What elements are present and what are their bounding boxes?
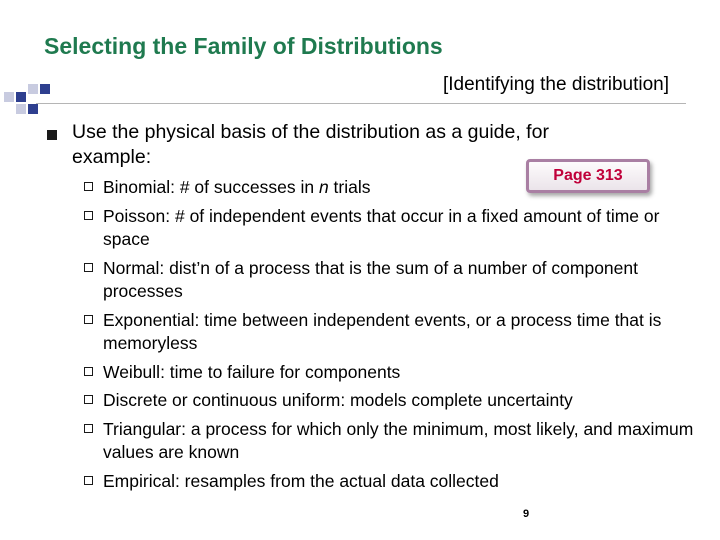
distribution-list xyxy=(84,176,694,498)
checkbox-bullet-icon xyxy=(84,315,93,324)
checkbox-bullet-icon xyxy=(84,211,93,220)
slide-subtitle: [Identifying the distribution] xyxy=(442,74,669,95)
checkbox-bullet-icon xyxy=(84,424,93,433)
title-divider xyxy=(36,103,686,104)
square-bullet-icon xyxy=(47,130,57,140)
slide-title: Selecting the Family of Distributions xyxy=(44,33,443,59)
list-item-uniform: Discrete or continuous uniform: models complete uncertainty xyxy=(84,389,694,413)
list-item-empirical: Empirical: resamples from the actual data collected xyxy=(84,470,694,494)
list-item-binomial: Binomial: # of successes in n trials xyxy=(84,176,694,200)
checkbox-bullet-icon xyxy=(84,182,93,191)
list-item-weibull: Weibull: time to failure for components xyxy=(84,361,694,385)
list-item-normal: Normal: dist’n of a process that is the sum of a number of component processes xyxy=(84,257,694,304)
checkbox-bullet-icon xyxy=(84,263,93,272)
checkbox-bullet-icon xyxy=(84,395,93,404)
checkbox-bullet-icon xyxy=(84,367,93,376)
list-item-poisson: Poisson: # of independent events that occur in a fixed amount of time or space xyxy=(84,205,694,252)
n-variable: n xyxy=(318,177,329,197)
page-number: 9 xyxy=(523,508,530,520)
page-reference-label: Page 313 xyxy=(553,167,623,184)
list-item-exponential: Exponential: time between independent events, or a process time that is memoryless xyxy=(84,309,694,356)
list-item-triangular: Triangular: a process for which only the minimum, most likely, and maximum values are known xyxy=(84,418,694,465)
checkbox-bullet-icon xyxy=(84,476,93,485)
main-bullet-text: Use the physical basis of the distribution as a guide, for example: xyxy=(72,121,549,168)
